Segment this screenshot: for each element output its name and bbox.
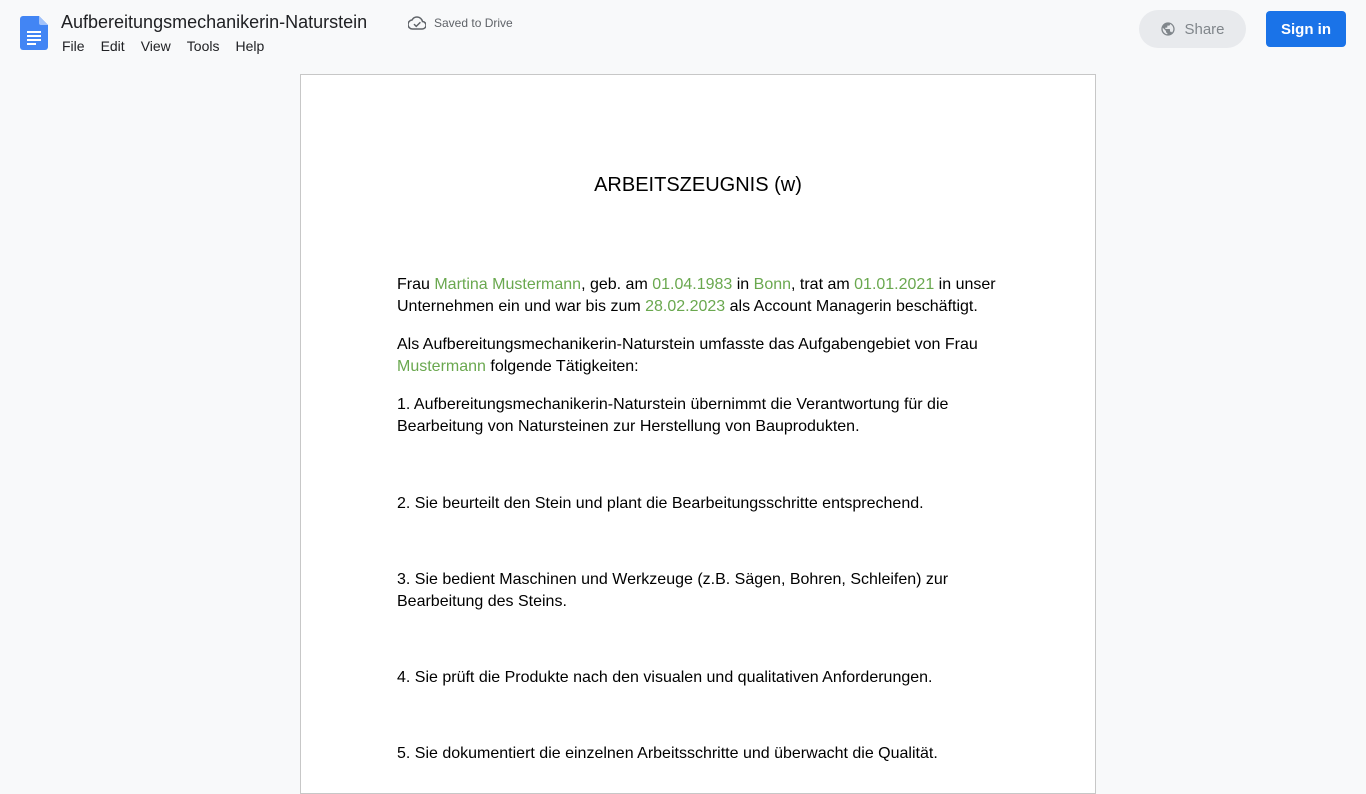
sign-in-button[interactable]: Sign in bbox=[1266, 11, 1346, 47]
task-item-3: 3. Sie bedient Maschinen und Werkzeuge (z.B. Sägen, Bohren, Schleifen) zur Bearbeitung des Steins. bbox=[397, 571, 949, 610]
save-status-label: Saved to Drive bbox=[434, 16, 513, 30]
intro-text: als Account Managerin beschäftigt. bbox=[725, 298, 978, 315]
start-date: 01.01.2021 bbox=[854, 276, 935, 293]
google-docs-logo-icon[interactable] bbox=[20, 16, 48, 50]
document-page[interactable] bbox=[300, 74, 1096, 794]
menu-file[interactable]: File bbox=[62, 38, 85, 54]
intro-text: , trat am bbox=[791, 276, 855, 293]
menu-edit[interactable]: Edit bbox=[100, 38, 125, 54]
app-header bbox=[0, 0, 1366, 64]
cloud-done-icon bbox=[408, 14, 426, 32]
task-item-2: 2. Sie beurteilt den Stein und plant die Bearbeitungsschritte entsprechend. bbox=[397, 495, 924, 512]
employee-surname: Mustermann bbox=[397, 358, 486, 375]
globe-icon bbox=[1160, 21, 1176, 37]
duties-intro-paragraph bbox=[397, 334, 1007, 378]
menu-tools[interactable]: Tools bbox=[186, 38, 220, 54]
employee-name: Martina Mustermann bbox=[434, 276, 582, 293]
save-status[interactable] bbox=[408, 14, 513, 32]
intro-text: Frau bbox=[397, 276, 435, 293]
document-title[interactable]: Aufbereitungsmechanikerin-Naturstein bbox=[61, 12, 368, 32]
document-heading: ARBEITSZEUGNIS (w) bbox=[594, 174, 802, 196]
intro-text: , geb. am bbox=[581, 276, 653, 293]
menu-bar bbox=[54, 36, 272, 56]
intro-text: in unser Unternehmen ein und war bis zum bbox=[397, 276, 996, 315]
task-item-4: 4. Sie prüft die Produkte nach den visualen und qualitativen Anforderungen. bbox=[397, 669, 933, 686]
intro-paragraph bbox=[397, 274, 1007, 318]
task-item-5: 5. Sie dokumentiert die einzelnen Arbeitsschritte und überwacht die Qualität. bbox=[397, 745, 938, 762]
birth-date: 01.04.1983 bbox=[652, 276, 733, 293]
task-item-1: 1. Aufbereitungsmechanikerin-Naturstein übernimmt die Verantwortung für die Bearbeitung von Natursteinen zur Herstellung von Bauprodukten. bbox=[397, 396, 949, 435]
duties-intro-text: Als Aufbereitungsmechanikerin-Naturstein umfasste das Aufgabengebiet von Frau bbox=[397, 336, 978, 353]
birth-place: Bonn bbox=[753, 276, 792, 293]
share-button[interactable] bbox=[1139, 10, 1246, 48]
duties-intro-text: folgende Tätigkeiten: bbox=[485, 358, 639, 375]
menu-help[interactable]: Help bbox=[235, 38, 265, 54]
share-label: Share bbox=[1184, 20, 1225, 38]
menu-view[interactable]: View bbox=[140, 38, 171, 54]
end-date: 28.02.2023 bbox=[645, 298, 726, 315]
intro-text: in bbox=[732, 276, 754, 293]
